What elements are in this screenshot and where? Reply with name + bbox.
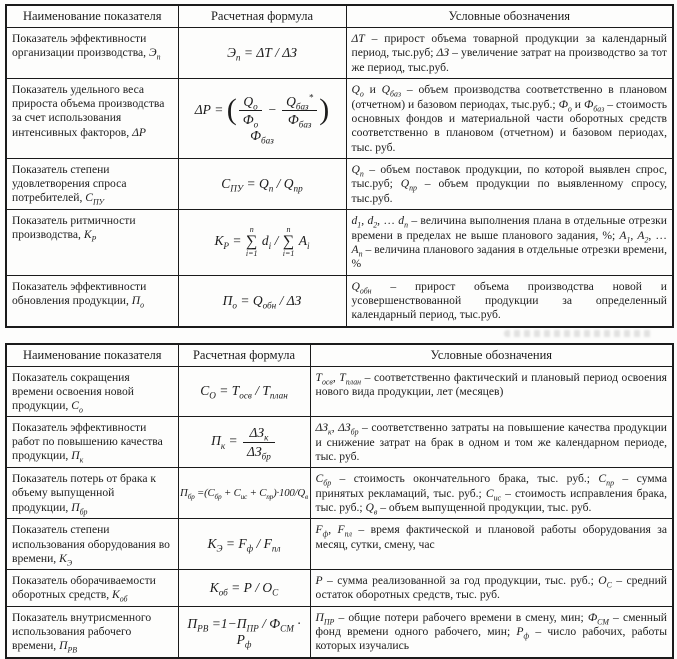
legend-cell: $С_{бр}$ – стоимость окончательного брака, тыс. руб.; $С_{пр}$ – сумма принятых рекламаций, тыс. руб.; $С_{ис}$ – стоимость исправления брака, тыс. руб.; $Q_в$ – объем выпущенной продукции, тыс. руб. bbox=[310, 468, 673, 519]
table-row bbox=[6, 28, 673, 79]
indicator-name-cell: Показатель потерь от брака к объему выпущенной продукции, $П_{бр}$ bbox=[6, 468, 178, 519]
legend-cell: $Q_о$ и $Q_{баз}$ – объем производства соответственно в плановом (отчетном) и базовом периодах, тыс.руб.; $Ф_о$ и $Ф_{баз}$ – стоимость основных фондов и материальной части оборотных средств соответственно в плановом (отчетном) и базовом периодах, тыс. руб. bbox=[346, 79, 673, 159]
table-row bbox=[6, 417, 673, 468]
header-formula: Расчетная формула bbox=[178, 344, 310, 367]
indicator-name-cell: Показатель оборачиваемости оборотных средств, $К_{об}$ bbox=[6, 569, 178, 606]
formula-cell: ΔР = ( $\frac{Q_о}{Ф_о}$ − $\frac{Q_{баз}^*}{Ф_{баз}}$ ) $Ф_{баз}$ bbox=[178, 79, 346, 159]
formula-cell: $П_{бр} =(С_{бр} + С_{ис} + С_{пр})\cdot 100/Q_в$ bbox=[178, 468, 310, 519]
formula-cell: $Э_п = \Delta Т / \Delta З$ bbox=[178, 28, 346, 79]
scan-smudge-artifact bbox=[504, 330, 654, 337]
legend-cell: ΔТ – прирост объема товарной продукции за календарный период, тыс.руб; ΔЗ – увеличение затрат на производство за тот же период, тыс.руб. bbox=[346, 28, 673, 79]
legend-cell: $d_1$, $d_2$, … $d_n$ – величина выполнения плана в отдельные отрезки времени в пределах не выше планового задания, %; $А_1$, $А_2$, … $А_n$ – величина планового задания в отдельные отрезки времени, % bbox=[346, 210, 673, 276]
indicator-name-cell: Показатель сокращения времени освоения новой продукции, $С_о$ bbox=[6, 366, 178, 416]
table-gap bbox=[5, 328, 672, 343]
header-indicator-name: Наименование показателя bbox=[6, 344, 178, 367]
header-row bbox=[6, 344, 673, 367]
formula-cell: $К_Э = F_ф / F_{пл}$ bbox=[178, 519, 310, 569]
table-row bbox=[6, 519, 673, 569]
indicator-name-cell: Показатель степени использования оборудования во времени, $К_Э$ bbox=[6, 519, 178, 569]
indicators-table-1 bbox=[5, 4, 674, 328]
header-row bbox=[6, 5, 673, 28]
legend-cell: $\Delta З_к$, $\Delta З_{бр}$ – соответственно затраты на повышение качества продукции и снижение затрат на брак в одном и том же календарном периоде, тыс. руб. bbox=[310, 417, 673, 468]
table-row bbox=[6, 275, 673, 327]
header-indicator-name: Наименование показателя bbox=[6, 5, 178, 28]
legend-cell: $Т_{осв}$, $Т_{план}$ – соответственно фактический и плановый период освоения нового вида продукции, лет (месяцев) bbox=[310, 366, 673, 416]
formula-cell: $П_к$ = $\frac{\Delta З_к}{\Delta З_{бр}}$ bbox=[178, 417, 310, 468]
legend-cell: $Q_п$ – объем поставок продукции, по которой выявлен спрос, тыс.руб; $Q_{пр}$ – объем продукции по выявленному спросу, тыс.руб. bbox=[346, 159, 673, 210]
formula-cell: $С_{ПУ} = Q_п / Q_{пр}$ bbox=[178, 159, 346, 210]
table-row bbox=[6, 468, 673, 519]
table-row bbox=[6, 366, 673, 416]
indicator-name-cell: Показатель эффективности обновления продукции, $П_о$ bbox=[6, 275, 178, 327]
header-legend: Условные обозначения bbox=[310, 344, 673, 367]
legend-cell: $F_ф$, $F_{пл}$ – время фактической и плановой работы оборудования за месяц, сутки, смену, час bbox=[310, 519, 673, 569]
table-row bbox=[6, 210, 673, 276]
formula-cell: $К_{об} = Р / О_С$ bbox=[178, 569, 310, 606]
indicator-name-cell: Показатель степени удовлетворения спроса потребителей, $С_{ПУ}$ bbox=[6, 159, 178, 210]
legend-cell: Р – сумма реализованной за год продукции, тыс. руб.; $О_С$ – средний остаток оборотных средств, тыс. руб. bbox=[310, 569, 673, 606]
table-row bbox=[6, 159, 673, 210]
header-formula: Расчетная формула bbox=[178, 5, 346, 28]
formula-cell: $П_{РВ} =1-П_{ПР} / Ф_{СМ} \cdot Р_ф$ bbox=[178, 606, 310, 658]
table-row bbox=[6, 569, 673, 606]
indicator-name-cell: Показатель удельного веса прироста объема производства за счет использования интенсивных факторов, ΔР bbox=[6, 79, 178, 159]
legend-cell: $П_{ПР}$ – общие потери рабочего времени в смену, мин; $Ф_{СМ}$ – сменный фонд времени одного рабочего, мин; $Р_ф$ – число рабочих, работы которых изучались bbox=[310, 606, 673, 658]
formula-cell: $С_О = Т_{осв} / Т_{план}$ bbox=[178, 366, 310, 416]
header-legend: Условные обозначения bbox=[346, 5, 673, 28]
indicators-table-2 bbox=[5, 343, 674, 659]
formula-cell: $К_Р$ = n ∑ i=1 $d_i$ / n ∑ i=1 $А_i$ bbox=[178, 210, 346, 276]
indicator-name-cell: Показатель эффективности организации производства, $Э_п$ bbox=[6, 28, 178, 79]
indicator-name-cell: Показатель внутрисменного использования рабочего времени, $П_{РВ}$ bbox=[6, 606, 178, 658]
indicator-name-cell: Показатель эффективности работ по повышению качества продукции, $П_к$ bbox=[6, 417, 178, 468]
table-row bbox=[6, 606, 673, 658]
indicator-name-cell: Показатель ритмичности производства, $К_Р$ bbox=[6, 210, 178, 276]
legend-cell: $Q_{обн}$ – прирост объема производства новой и усовершенствованной продукции за определенный календарный период, тыс.руб. bbox=[346, 275, 673, 327]
formula-cell: $П_о = Q_{обн} / \Delta З$ bbox=[178, 275, 346, 327]
table-row bbox=[6, 79, 673, 159]
